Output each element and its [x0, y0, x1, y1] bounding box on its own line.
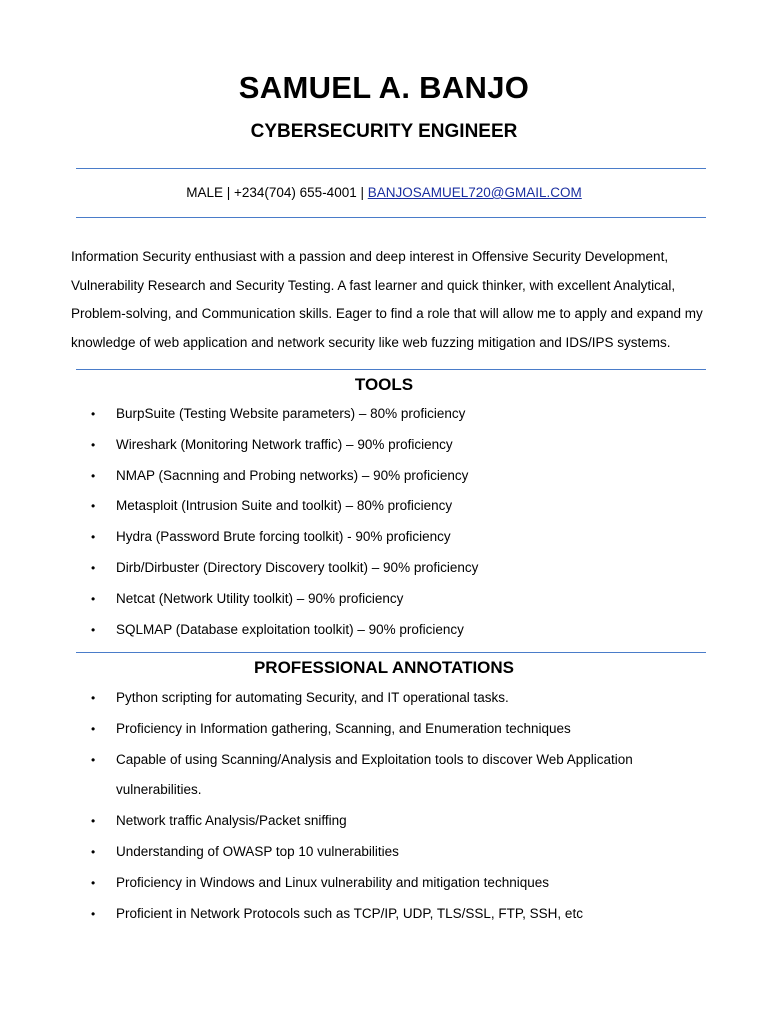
list-item — [0, 806, 768, 837]
bullet-icon: • — [91, 875, 96, 890]
annotations-heading: PROFESSIONAL ANNOTATIONS — [253, 658, 515, 677]
bullet-icon: • — [91, 530, 96, 545]
list-item-text: Dirb/Dirbuster (Directory Discovery toolkit) – 90% proficiency — [116, 559, 479, 575]
list-item-text: Understanding of OWASP top 10 vulnerabilities — [116, 843, 399, 859]
list-item-text: Proficiency in Information gathering, Scanning, and Enumeration techniques — [116, 720, 571, 736]
list-item — [0, 522, 768, 553]
list-item — [0, 461, 768, 492]
resume-title: CYBERSECURITY ENGINEER — [250, 121, 518, 142]
divider — [76, 369, 706, 370]
divider — [76, 168, 706, 169]
list-item — [0, 714, 768, 745]
bullet-icon: • — [91, 407, 96, 421]
annotations-list — [0, 683, 768, 929]
contact-details: MALE | +234(704) 655-4001 | — [186, 185, 364, 200]
bullet-icon: • — [91, 906, 96, 921]
divider — [76, 652, 706, 653]
list-item-text: Wireshark (Monitoring Network traffic) – 90% proficiency — [116, 436, 453, 452]
tools-list — [0, 399, 768, 645]
bullet-icon: • — [91, 560, 96, 575]
bullet-icon: • — [91, 721, 96, 736]
bullet-icon: • — [91, 752, 96, 767]
list-item — [0, 430, 768, 461]
bullet-icon: • — [91, 844, 96, 859]
tools-heading: TOOLS — [354, 375, 414, 394]
list-item — [0, 745, 768, 807]
list-item — [0, 399, 768, 430]
list-item — [0, 491, 768, 522]
bullet-icon: • — [91, 591, 96, 606]
bullet-icon: • — [91, 437, 96, 452]
list-item — [0, 584, 768, 615]
list-item — [0, 553, 768, 584]
contact-line — [0, 185, 768, 200]
list-item — [0, 899, 768, 930]
bullet-icon: • — [91, 691, 96, 705]
list-item-text: Hydra (Password Brute forcing toolkit) - 90% proficiency — [116, 529, 451, 545]
email-link[interactable]: BANJOSAMUEL720@GMAIL.COM — [367, 185, 582, 200]
bullet-icon: • — [91, 468, 96, 483]
list-item-text: Capable of using Scanning/Analysis and Exploitation tools to discover Web Application vulnerabilities. — [116, 751, 633, 798]
list-item-text: Metasploit (Intrusion Suite and toolkit) – 80% proficiency — [116, 498, 453, 514]
list-item-text: NMAP (Sacnning and Probing networks) – 90% proficiency — [116, 467, 469, 483]
list-item-text: SQLMAP (Database exploitation toolkit) – 90% proficiency — [116, 621, 464, 637]
list-item — [0, 615, 768, 646]
list-item — [0, 683, 768, 714]
list-item-text: BurpSuite (Testing Website parameters) – 80% proficiency — [116, 406, 466, 421]
list-item-text: Netcat (Network Utility toolkit) – 90% proficiency — [116, 590, 404, 606]
list-item — [0, 868, 768, 899]
list-item-text: Proficiency in Windows and Linux vulnerability and mitigation techniques — [116, 874, 549, 890]
divider — [76, 217, 706, 218]
bullet-icon: • — [91, 622, 96, 637]
bullet-icon: • — [91, 814, 96, 829]
summary-paragraph: Information Security enthusiast with a passion and deep interest in Offensive Security Development, Vulnerability Research and Security Testing. A fast learner and quick thinker, with excellent Analytical, Problem-solving, and Communication skills. Eager to find a role that will allow me to apply and expand my knowledge of web application and network security like web fuzzing mitigation and IDS/IPS systems. — [71, 249, 703, 350]
list-item-text: Python scripting for automating Security, and IT operational tasks. — [116, 690, 509, 705]
list-item-text: Network traffic Analysis/Packet sniffing — [116, 813, 347, 829]
resume-name: SAMUEL A. BANJO — [238, 70, 530, 105]
list-item-text: Proficient in Network Protocols such as TCP/IP, UDP, TLS/SSL, FTP, SSH, etc — [116, 905, 583, 921]
list-item — [0, 837, 768, 868]
bullet-icon: • — [91, 499, 96, 514]
